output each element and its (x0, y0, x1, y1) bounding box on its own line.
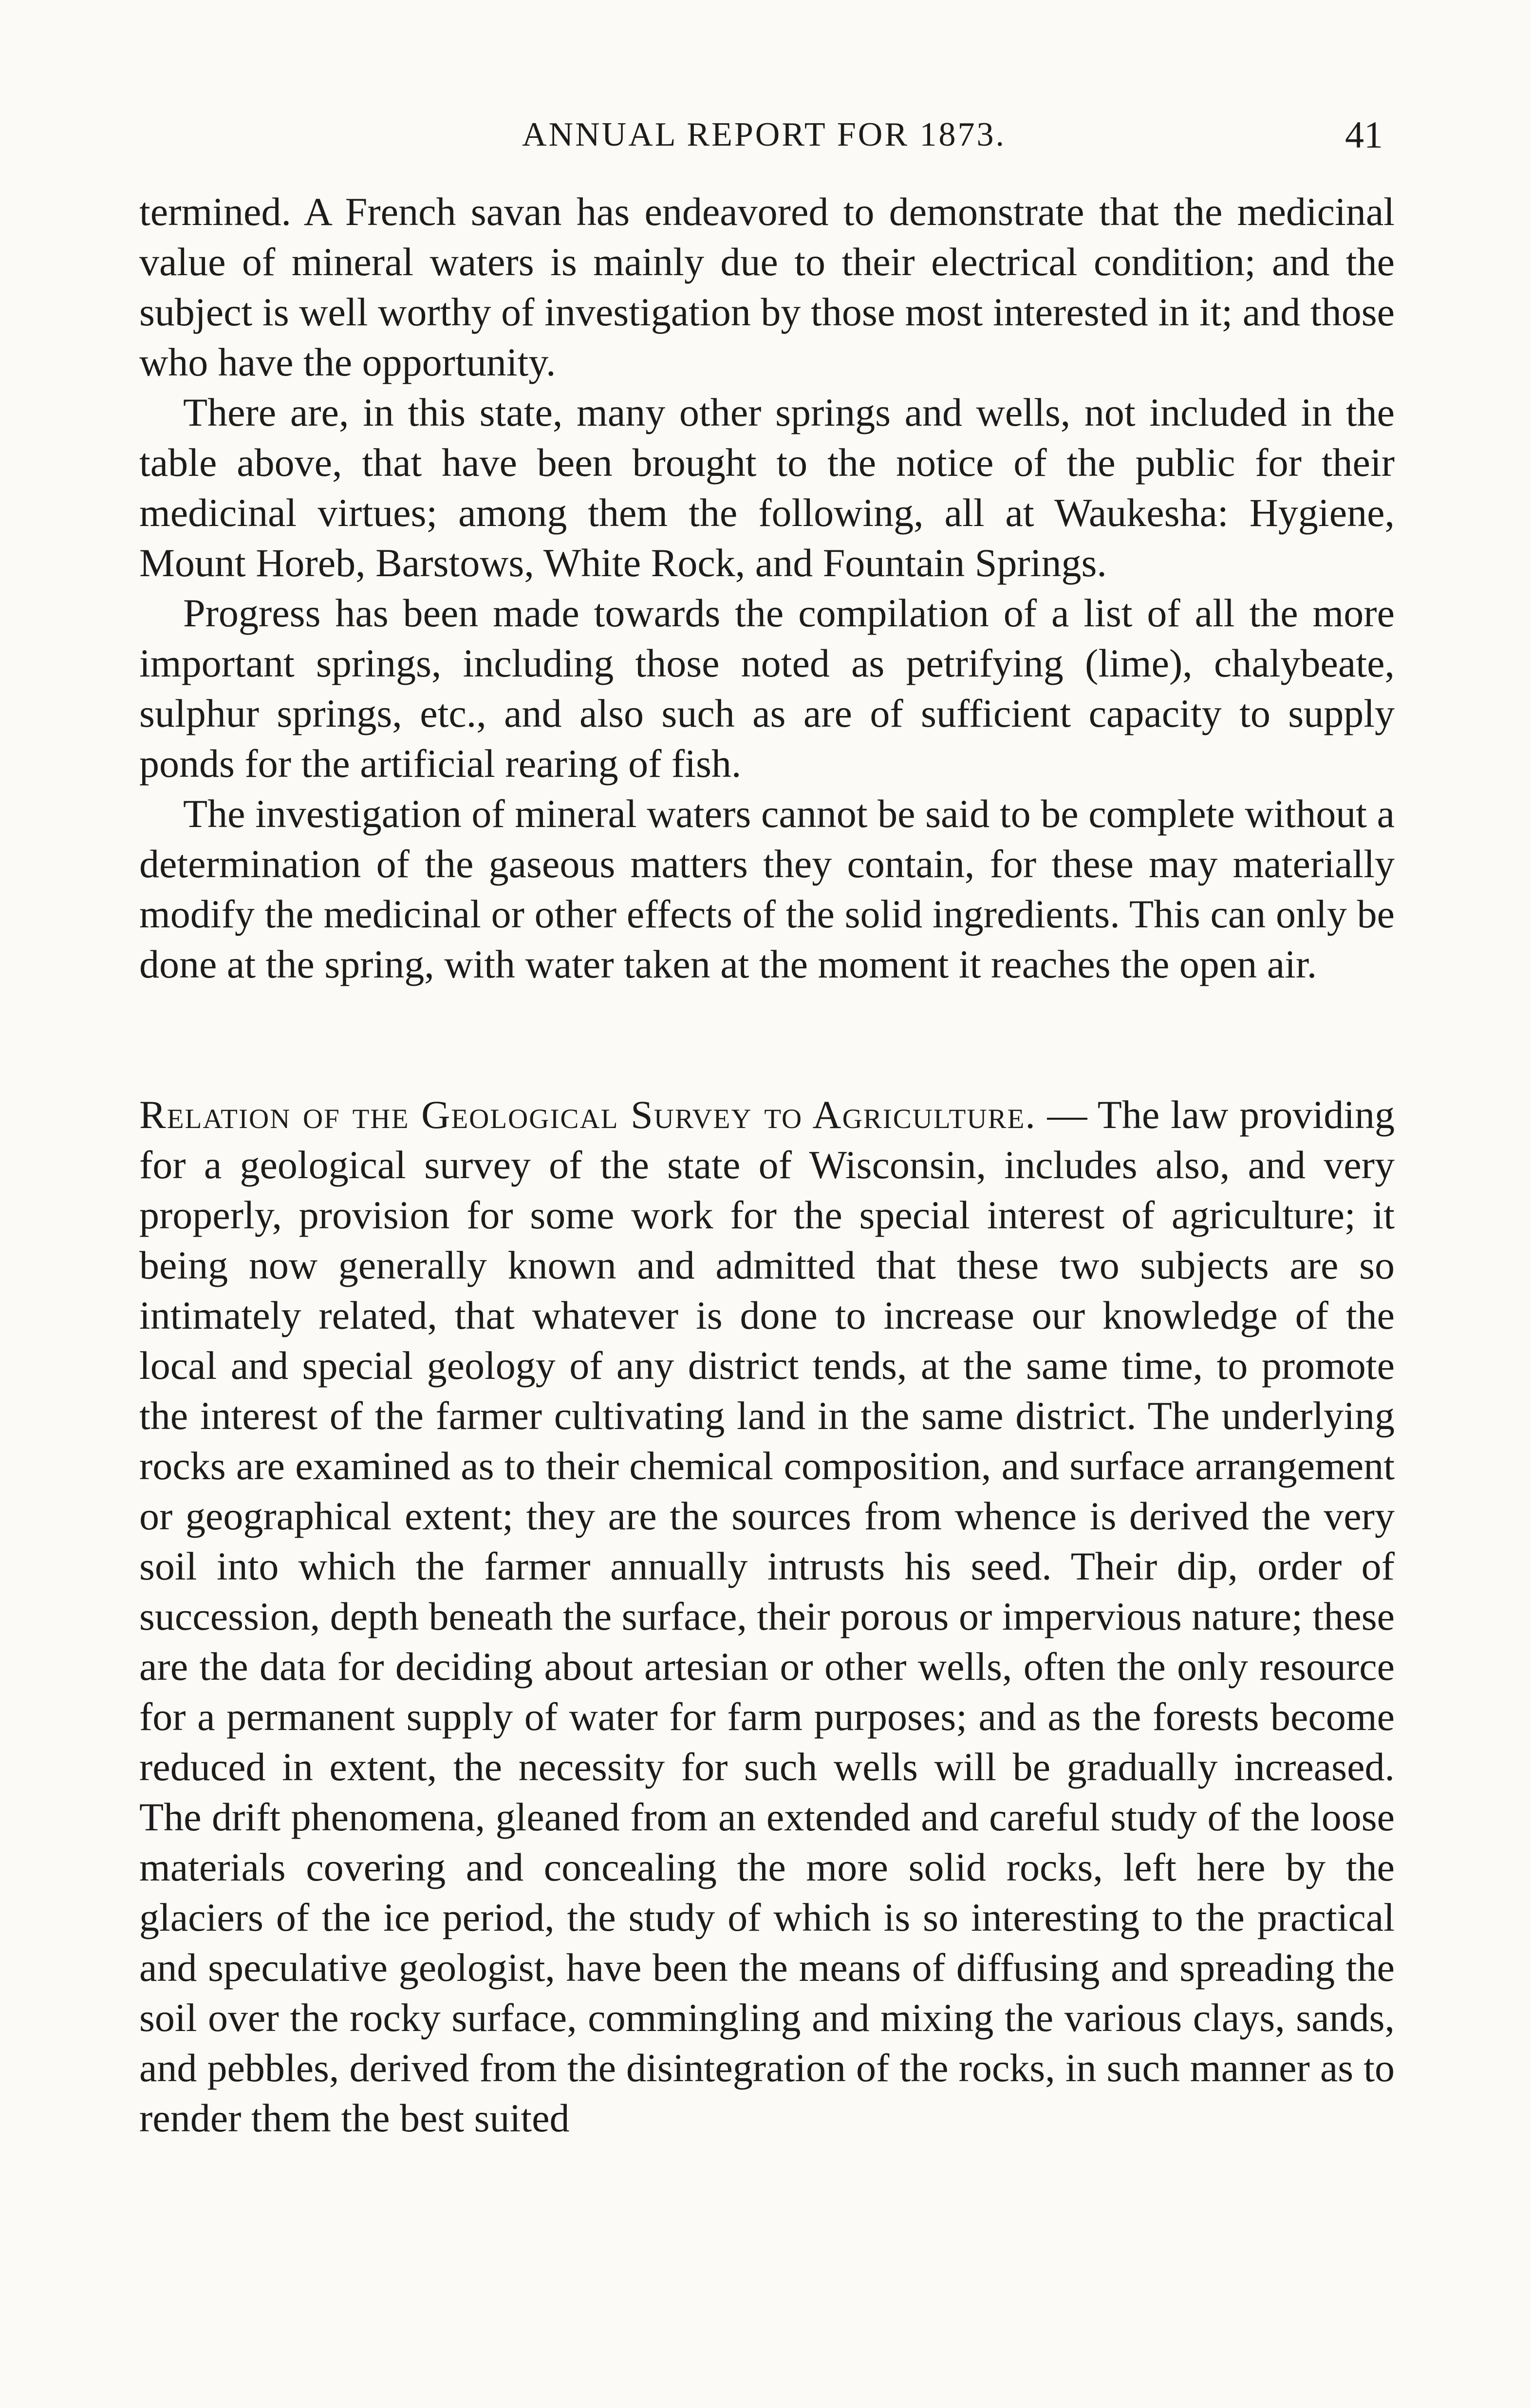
running-head (0, 113, 1531, 157)
paragraph-other-springs: There are, in this state, many other springs and wells, not included in the table above, that have been brought to the notice of the public for their medicinal virtues; among them the following, all at Waukesha: Hygiene, Mount Horeb, Barstows, White Rock, and Fountain Springs. (139, 390, 1395, 585)
paragraph-progress: Progress has been made towards the compilation of a list of all the more important springs, including those noted as petrifying (lime), chalybeate, sulphur springs, etc., and also such as are of sufficient capacity to supply ponds for the artificial rearing of fish. (139, 591, 1395, 786)
page-number: 41 (1345, 113, 1383, 156)
paragraph-continued: termined. A French savan has endeavored to demonstrate that the medicinal value of mineral waters is mainly due to their electrical condition; and the subject is well worthy of investigation by those most interested in it; and those who have the opportunity. (139, 189, 1395, 384)
paragraph-gaseous-matters: The investigation of mineral waters cannot be said to be complete without a determination of the gaseous matters they contain, for these may materially modify the medicinal or other effects of the solid ingredients. This can only be done at the spring, with water taken at the moment it reaches the open air. (139, 791, 1395, 986)
body-text (139, 187, 1395, 2143)
section-agriculture (139, 1090, 1395, 2143)
running-title: ANNUAL REPORT FOR 1873. (522, 116, 1007, 153)
section-dash: — (1036, 1092, 1098, 1137)
section-gap (139, 989, 1395, 1090)
section-heading: Relation of the Geological Survey to Agriculture. (139, 1092, 1036, 1137)
section-text: The law providing for a geological survey of the state of Wisconsin, includes also, and very properly, provision for some work for the special interest of agriculture; it being now generally known and admitted that these two subjects are so intimately related, that whatever is done to increase our knowledge of the local and special geology of any district tends, at the same time, to promote the interest of the farmer cultivating land in the same district. The underlying rocks are examined as to their chemical composition, and surface arrangement or geographical extent; they are the sources from whence is derived the very soil into which the farmer annually intrusts his seed. Their dip, order of succession, depth beneath the surface, their porous or impervious nature; these are the data for deciding about artesian or other wells, often the only resource for a permanent supply of water for farm purposes; and as the forests become reduced in extent, the necessity for such wells will be gradually increased. The drift phenomena, gleaned from an extended and careful study of the loose materials covering and concealing the more solid rocks, left here by the glaciers of the ice period, the study of which is so interesting to the practical and speculative geologist, have been the means of diffusing and spreading the soil over the rocky surface, commingling and mixing the various clays, sands, and pebbles, derived from the disintegration of the rocks, in such manner as to render them the best suited (139, 1092, 1395, 2140)
